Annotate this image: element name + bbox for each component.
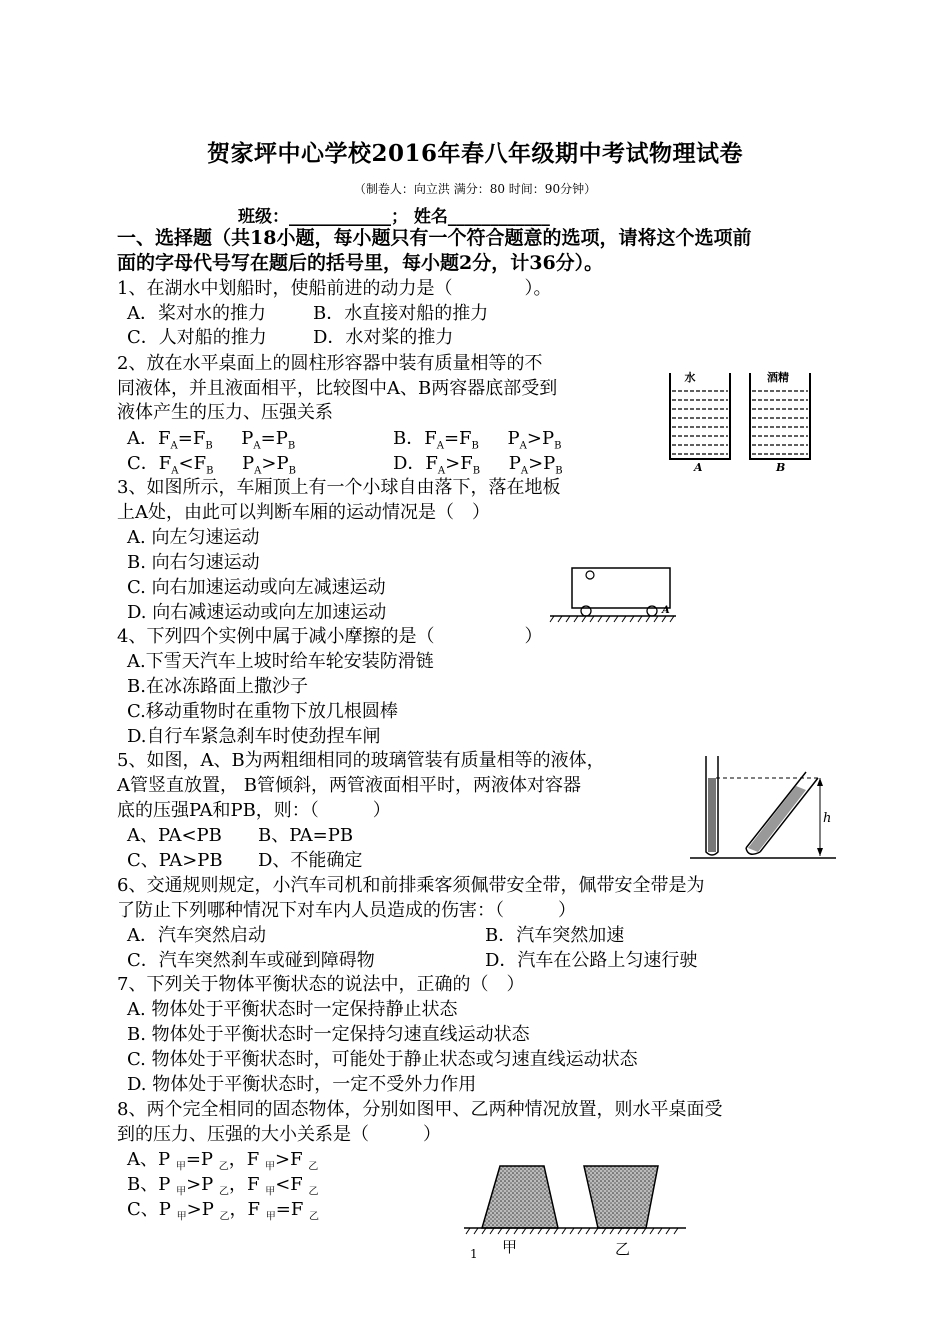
q2-option-b: B．$F_A=F_B$ $P_A>P_B$ — [393, 428, 562, 452]
q3-option-a: A. 向左匀速运动 — [127, 527, 260, 548]
section-heading-line2: 面的字母代号写在题后的括号里，每小题2分，计36分）。 — [117, 252, 604, 274]
q7-stem: 7、下列关于物体平衡状态的说法中，正确的（ ） — [117, 974, 525, 995]
exam-info: （制卷人：向立洪 满分：80 时间：90分钟） — [353, 182, 597, 196]
q4-option-d: D.自行车紧急刹车时使劲捏车闸 — [127, 726, 381, 747]
q8-option-b: B、P $_甲$>P $_乙$，F $_甲$<F $_乙$ — [127, 1174, 319, 1198]
q5-stem-line2: A管竖直放置， B管倾斜，两管液面相平时，两液体对容器 — [117, 775, 581, 796]
q8-stem-line2: 到的压力、压强的大小关系是（ ） — [117, 1124, 441, 1145]
q6-option-b: B．汽车突然加速 — [485, 925, 625, 946]
q5-label-h: h — [823, 811, 832, 826]
q4-stem: 4、下列四个实例中属于减小摩擦的是（ ） — [117, 626, 543, 647]
q7-option-a: A. 物体处于平衡状态时一定保持静止状态 — [127, 999, 458, 1020]
q5-tubes-figure — [688, 752, 838, 864]
q8-option-c: C、P $_甲$>P $_乙$，F $_甲$=F $_乙$ — [127, 1199, 320, 1223]
q7-option-d: D. 物体处于平衡状态时，一定不受外力作用 — [127, 1074, 477, 1095]
q4-option-a: A.下雪天汽车上坡时给车轮安装防滑链 — [127, 651, 434, 672]
section-heading-line1: 一、选择题（共18小题，每小题只有一个符合题意的选项，请将这个选项前 — [117, 227, 752, 249]
q3-stem-line1: 3、如图所示，车厢顶上有一个小球自由落下，落在地板 — [117, 477, 561, 498]
q8-label-yi: 乙 — [615, 1240, 631, 1258]
q2-stem-line2: 同液体，并且液面相平，比较图中A、B两容器底部受到 — [117, 378, 558, 399]
q3-train-car-figure — [548, 560, 678, 630]
q1-option-b: B．水直接对船的推力 — [313, 303, 489, 324]
q3-option-d: D. 向右减速运动或向左加速运动 — [127, 602, 387, 623]
page-title: 贺家坪中心学校2016年春八年级期中考试物理试卷 — [206, 140, 743, 167]
q8-label-jia: 甲 — [502, 1238, 518, 1256]
q1-option-a: A．桨对水的推力 — [127, 303, 266, 324]
q2-containers-figure — [668, 365, 828, 475]
q5-stem-line1: 5、如图，A、B为两粗细相同的玻璃管装有质量相等的液体， — [117, 750, 605, 771]
q7-option-c: C. 物体处于平衡状态时，可能处于静止状态或匀速直线运动状态 — [127, 1049, 638, 1070]
q6-stem-line2: 了防止下列哪种情况下对车内人员造成的伤害：（ ） — [117, 900, 576, 921]
page-number: 1 — [470, 1247, 478, 1261]
class-name-line: 班级：____________； 姓名____________ — [238, 207, 550, 227]
q3-stem-line2: 上A处，由此可以判断车厢的运动情况是（ ） — [117, 502, 490, 523]
q2-label-b: B — [776, 461, 786, 474]
q2-label-alcohol: 酒精 — [767, 371, 789, 384]
q8-option-a: A、P $_甲$=P $_乙$，F $_甲$>F $_乙$ — [127, 1149, 319, 1173]
q7-option-b: B. 物体处于平衡状态时一定保持匀速直线运动状态 — [127, 1024, 530, 1045]
q8-stem-line1: 8、两个完全相同的固态物体，分别如图甲、乙两种情况放置，则水平桌面受 — [117, 1099, 723, 1120]
q6-option-d: D．汽车在公路上匀速行驶 — [485, 950, 698, 971]
q2-stem-line1: 2、放在水平桌面上的圆柱形容器中装有质量相等的不 — [117, 353, 543, 374]
q4-option-b: B.在冰冻路面上撒沙子 — [127, 676, 308, 697]
q5-option-a: A、PA<PB — [127, 825, 222, 846]
q3-label-a: A — [662, 605, 670, 616]
q5-option-c: C、PA>PB — [127, 850, 223, 871]
q5-option-b: B、PA=PB — [258, 825, 354, 846]
q1-option-d: D．水对桨的推力 — [313, 327, 454, 348]
q2-label-water: 水 — [684, 371, 696, 384]
q2-option-a: A．$F_A=F_B$ $P_A=P_B$ — [127, 428, 296, 452]
q6-stem-line1: 6、交通规则规定，小汽车司机和前排乘客须佩带安全带，佩带安全带是为 — [117, 875, 705, 896]
q6-option-a: A．汽车突然启动 — [127, 925, 266, 946]
q2-option-c: C．$F_A<F_B$ $P_A>P_B$ — [127, 453, 296, 477]
q2-stem-line3: 液体产生的压力、压强关系 — [117, 402, 333, 423]
q6-option-c: C．汽车突然刹车或碰到障碍物 — [127, 950, 375, 971]
q5-option-d: D、不能确定 — [258, 850, 363, 871]
q2-label-a: A — [694, 461, 703, 474]
q4-option-c: C.移动重物时在重物下放几根圆棒 — [127, 701, 398, 722]
q3-option-c: C. 向右加速运动或向左减速运动 — [127, 577, 386, 598]
q5-stem-line3: 底的压强PA和PB，则：（ ） — [117, 800, 391, 821]
q3-option-b: B. 向右匀速运动 — [127, 552, 260, 573]
q2-option-d: D．$F_A>F_B$ $P_A>P_B$ — [393, 453, 563, 477]
q1-option-c: C．人对船的推力 — [127, 327, 267, 348]
q1-stem: 1、在湖水中划船时，使船前进的动力是（ ）。 — [117, 278, 552, 299]
q8-trapezoid-figure — [460, 1160, 690, 1258]
